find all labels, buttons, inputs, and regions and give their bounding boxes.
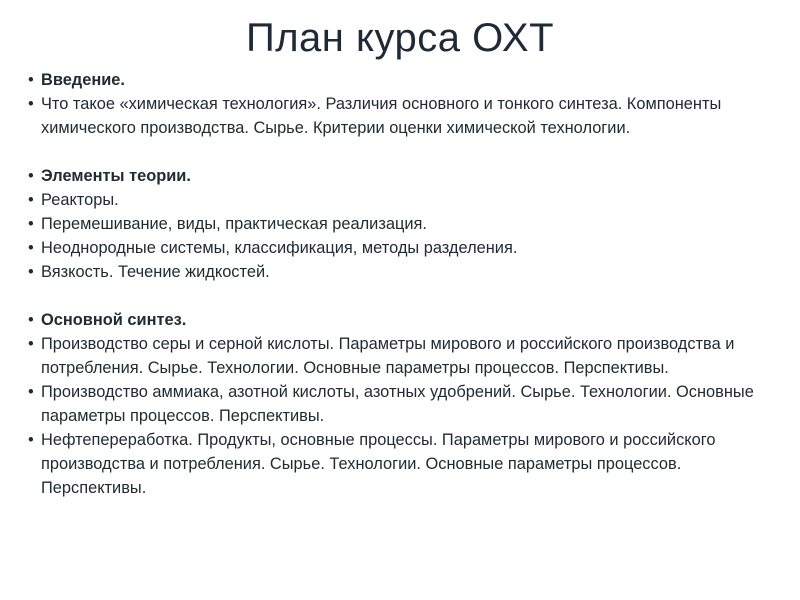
list-item-text: Что такое «химическая технология». Различия основного и тонкого синтеза. Компоненты химического производства. Сырье. Критерии оценки химической технологии.: [41, 95, 722, 137]
section-introduction: [28, 68, 778, 140]
section-heading-text: Элементы теории.: [41, 167, 191, 185]
bullet-icon: •: [28, 311, 34, 329]
bullet-icon: •: [28, 71, 34, 89]
list-item: [28, 212, 778, 236]
section-heading-text: Введение.: [41, 71, 125, 89]
list-item-text: Производство аммиака, азотной кислоты, азотных удобрений. Сырье. Технологии. Основные параметры процессов. Перспективы.: [41, 383, 754, 425]
list-item: [28, 92, 778, 140]
bullet-icon: •: [28, 191, 34, 209]
bullet-icon: •: [28, 215, 34, 233]
list-item-text: Вязкость. Течение жидкостей.: [41, 263, 270, 281]
list-item: [28, 380, 778, 428]
section-heading-text: Основной синтез.: [41, 311, 187, 329]
course-outline: [28, 68, 778, 524]
list-item-text: Производство серы и серной кислоты. Параметры мирового и российского производства и потребления. Сырье. Технологии. Основные параметры процессов. Перспективы.: [41, 335, 735, 377]
bullet-icon: •: [28, 383, 34, 401]
list-item-text: Перемешивание, виды, практическая реализация.: [41, 215, 427, 233]
list-item: [28, 188, 778, 212]
section-heading: [28, 68, 778, 92]
list-item: [28, 236, 778, 260]
bullet-icon: •: [28, 263, 34, 281]
bullet-icon: •: [28, 335, 34, 353]
list-item: [28, 260, 778, 284]
list-item: [28, 428, 778, 500]
list-item-text: Нефтепереработка. Продукты, основные процессы. Параметры мирового и российского производства и потребления. Сырье. Технологии. Основные параметры процессов. Перспективы.: [41, 431, 716, 497]
bullet-icon: •: [28, 239, 34, 257]
section-heading: [28, 308, 778, 332]
section-basic-synthesis: [28, 308, 778, 500]
list-item-text: Реакторы.: [41, 191, 119, 209]
bullet-icon: •: [28, 431, 34, 449]
list-item-text: Неоднородные системы, классификация, методы разделения.: [41, 239, 518, 257]
list-item: [28, 332, 778, 380]
slide-title: План курса ОХТ: [245, 16, 555, 60]
section-theory: [28, 164, 778, 284]
bullet-icon: •: [28, 167, 34, 185]
section-heading: [28, 164, 778, 188]
bullet-icon: •: [28, 95, 34, 113]
